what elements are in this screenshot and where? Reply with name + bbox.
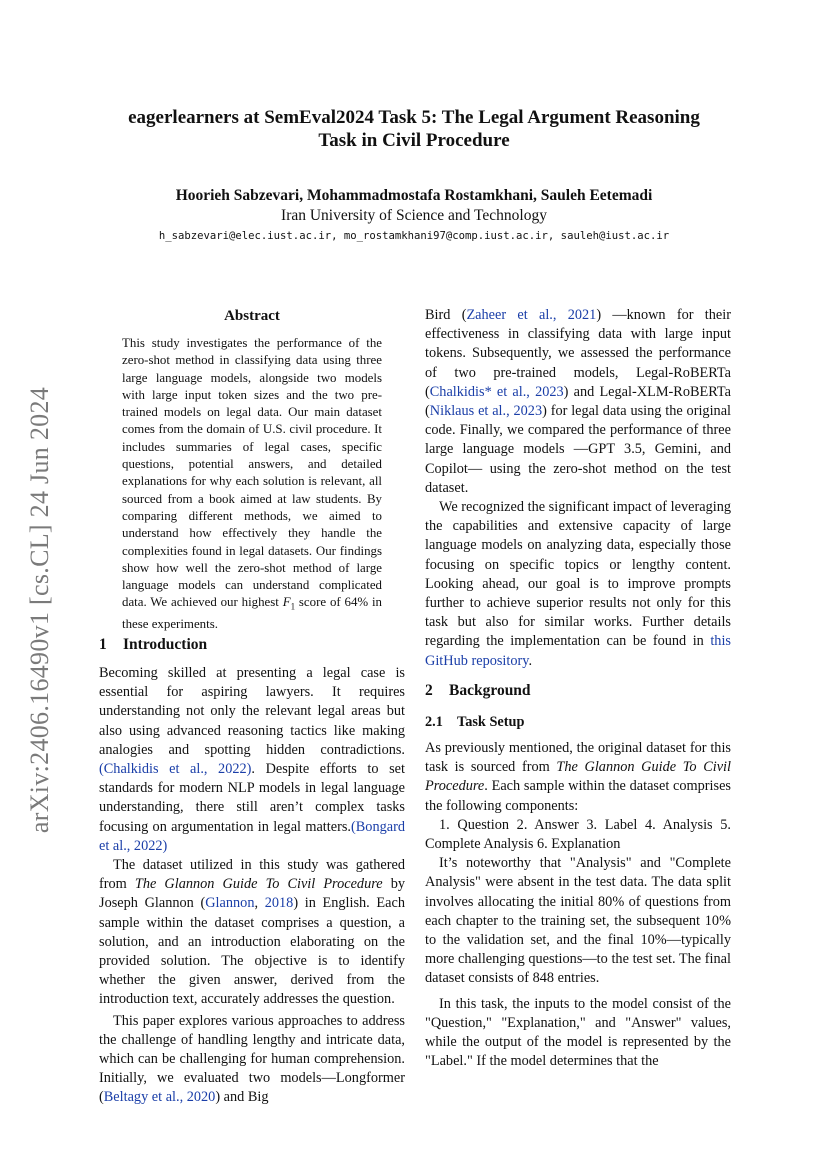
- arxiv-id: arXiv:2406.16490v1 [cs.CL] 24 Jun 2024: [25, 386, 55, 834]
- section-heading-background: 2 Background: [425, 682, 531, 699]
- task-setup-paragraph-4: In this task, the inputs to the model consist of the "Question," "Explanation," and "Answer" values, while the output of the model is represented by the "Label." If the model determines that the: [425, 995, 731, 1070]
- right-paragraph-1: Bird (Zaheer et al., 2021) —known for their effectiveness in classifying data with large input tokens. Subsequently, we assessed the performance of two pre-trained models, Legal-RoBERTa (Chalkidis* et al., 2023) and Legal-XLM-RoBERTa (Niklaus et al., 2023) for legal data using the original code. Finally, we compared the performance of three large language models —GPT 3.5, Gemini, and Copilot— using the zero-shot method on the test dataset.: [425, 307, 732, 496]
- abstract-text: This study investigates the performance of the zero-shot method in classifying data using three large language models, alongside two models with large input token sizes and the two pre-trained models on legal data. Our main dataset comes from the domain of U.S. civil procedure. It includes summaries of legal cases, specific questions, potential answers, and detailed explanations for why each solution is relevant, all sourced from a book aimed at law students. By comparing different methods, we aimed to understand how effectively they handle the complexities found in legal datasets. Our findings show how well the zero-shot method of large language models can understand complicated data. We achieved our highest $F_1$ score of 64% in these experiments.: [122, 336, 382, 632]
- citation-link[interactable]: Glannon: [205, 895, 255, 912]
- citation-link[interactable]: Niklaus et al., 2023: [429, 403, 543, 420]
- task-setup-body: [425, 739, 731, 1071]
- citation-link[interactable]: Chalkidis* et al., 2023: [429, 383, 564, 400]
- intro-paragraph-1: Becoming skilled at presenting a legal case is essential for aspiring lawyers. It requires understanding not only the relevant legal areas but also using advanced reasoning tactics like making analogies and spotting hidden contradictions. (Chalkidis et al., 2022). Despite efforts to set standards for modern NLP models in legal language understanding, there still aren’t complex tasks focusing on argumentation in legal matters.(Bongard et al., 2022): [99, 665, 405, 854]
- citation-link[interactable]: 2018: [264, 895, 294, 912]
- abstract-body: [122, 335, 382, 634]
- affiliation: Iran University of Science and Technology: [281, 207, 547, 224]
- arxiv-watermark: [22, 370, 58, 850]
- github-repository-link[interactable]: this GitHub repository: [425, 633, 731, 669]
- task-setup-components: 1. Question 2. Answer 3. Label 4. Analysis 5. Complete Analysis 6. Explanation: [425, 816, 731, 853]
- paper-title: [100, 106, 728, 152]
- section-background: [425, 681, 731, 701]
- section-introduction: [99, 635, 405, 655]
- citation-link[interactable]: (Chalkidis et al., 2022): [99, 761, 252, 778]
- author-emails: h_sabzevari@elec.iust.ac.ir, mo_rostamkhani97@comp.iust.ac.ir, sauleh@iust.ac.ir: [158, 230, 670, 242]
- subsection-heading-task-setup: 2.1 Task Setup: [425, 714, 525, 730]
- introduction-body: [99, 664, 405, 1108]
- abstract-heading: Abstract: [224, 308, 280, 324]
- intro-paragraph-3: This paper explores various approaches to address the challenge of handling lengthy and intricate data, which can be challenging for human comprehension. Initially, we evaluated two models—Longformer (Beltagy et al., 2020) and Big: [99, 1012, 405, 1106]
- right-column-top: [425, 306, 731, 671]
- task-setup-paragraph-1: As previously mentioned, the original dataset for this task is sourced from The Glannon Guide To Civil Procedure. Each sample within the dataset comprises the following components:: [425, 740, 731, 814]
- citation-link[interactable]: Beltagy et al., 2020: [103, 1089, 216, 1106]
- section-heading-introduction: 1 Introduction: [99, 636, 208, 653]
- citation-link[interactable]: (Bongard et al., 2022): [99, 818, 405, 854]
- task-setup-paragraph-3: It’s noteworthy that "Analysis" and "Complete Analysis" were absent in the test data. The data split involves allocating the initial 80% of questions from each chapter to the training set, the subsequent 10% to the validation set, and the final 10%—typically more challenging questions—to the test set. The final dataset consists of 848 entries.: [425, 855, 731, 987]
- subsection-task-setup: [425, 712, 731, 732]
- title-line-2: Task in Civil Procedure: [318, 130, 510, 151]
- title-line-1: eagerlearners at SemEval2024 Task 5: The Legal Argument Reasoning: [128, 107, 700, 128]
- right-paragraph-2: We recognized the significant impact of leveraging the capabilities and extensive capacity of large language models on analyzing data, especially those focusing on specific topics or lengthy content. Looking ahead, our goal is to improve prompts further to achieve superior results not only for this task but also for similar works. Further details regarding the implementation can be found in this GitHub repository.: [425, 499, 731, 669]
- citation-link[interactable]: Zaheer et al., 2021: [466, 307, 597, 323]
- intro-paragraph-2: The dataset utilized in this study was gathered from The Glannon Guide To Civil Procedure by Joseph Glannon (Glannon, 2018) in English. Each sample within the dataset comprises a question, a solution, and an introduction elaborating on the provided solution. The objective is to identify whether the given answer, derived from the introduction text, accurately addresses the question.: [99, 857, 405, 1008]
- authors: Hoorieh Sabzevari, Mohammadmostafa Rostamkhani, Sauleh Eetemadi: [175, 187, 653, 204]
